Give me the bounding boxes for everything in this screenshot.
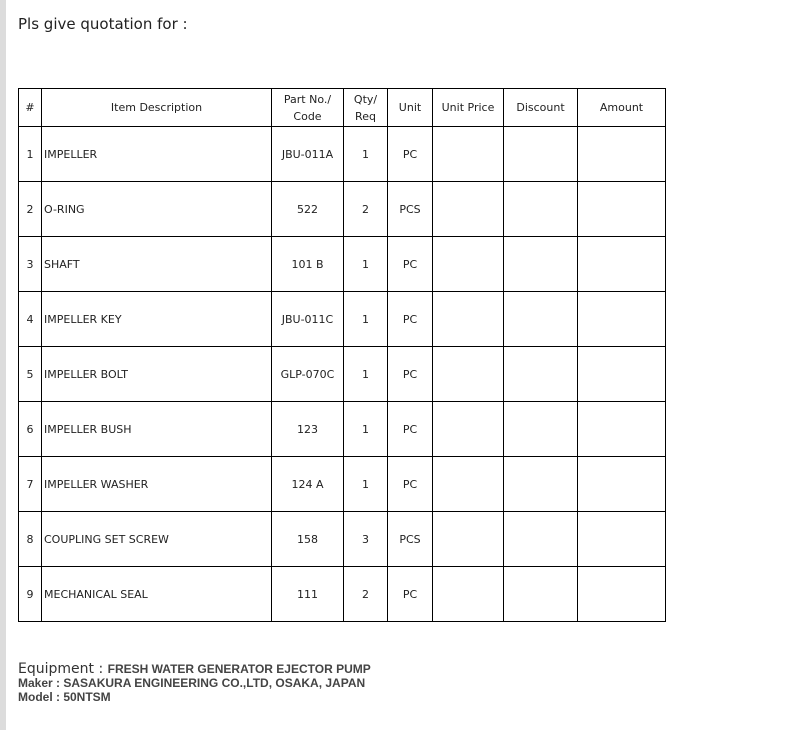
row-amount [578,347,666,402]
row-description: MECHANICAL SEAL [42,567,272,622]
row-part-no: 522 [272,182,344,237]
row-unit-price [433,402,504,457]
header-part-line1: Part No./ [283,92,332,106]
row-part-no: 101 B [272,237,344,292]
row-description: IMPELLER WASHER [42,457,272,512]
row-num: 1 [19,127,42,182]
maker-label: Maker : [18,676,64,690]
row-qty: 1 [344,347,388,402]
table-row [19,457,666,512]
row-part-no: 158 [272,512,344,567]
row-unit: PC [388,347,433,402]
row-unit-price [433,512,504,567]
row-qty: 2 [344,567,388,622]
row-amount [578,127,666,182]
row-amount [578,182,666,237]
row-description: IMPELLER [42,127,272,182]
row-unit-price [433,457,504,512]
row-num: 3 [19,237,42,292]
quotation-table [18,88,666,622]
row-part-no: JBU-011C [272,292,344,347]
row-unit: PC [388,237,433,292]
row-description: O-RING [42,182,272,237]
row-description: IMPELLER KEY [42,292,272,347]
equipment-line [18,662,371,676]
row-amount [578,457,666,512]
row-num: 9 [19,567,42,622]
header-num: # [19,89,42,127]
row-qty: 1 [344,457,388,512]
row-discount [504,292,578,347]
row-unit: PC [388,402,433,457]
table-row [19,237,666,292]
row-unit-price [433,182,504,237]
left-border [0,0,6,730]
row-num: 7 [19,457,42,512]
table-row [19,292,666,347]
page-heading: Pls give quotation for : [18,15,188,33]
header-item-description: Item Description [42,89,272,127]
row-part-no: 123 [272,402,344,457]
row-amount [578,237,666,292]
table-row [19,567,666,622]
row-qty: 1 [344,402,388,457]
row-num: 6 [19,402,42,457]
row-discount [504,182,578,237]
header-amount: Amount [578,89,666,127]
model-value: 50NTSM [63,690,111,704]
model-label: Model : [18,690,64,704]
row-amount [578,512,666,567]
header-qty [344,89,388,127]
row-unit: PC [388,567,433,622]
row-num: 8 [19,512,42,567]
maker-line [18,676,371,690]
table-row [19,347,666,402]
row-part-no: GLP-070C [272,347,344,402]
row-qty: 1 [344,292,388,347]
row-description: COUPLING SET SCREW [42,512,272,567]
header-part-no [272,89,344,127]
row-qty: 2 [344,182,388,237]
row-discount [504,567,578,622]
row-discount [504,347,578,402]
header-qty-line1: Qty/ [353,92,378,106]
table-row [19,402,666,457]
row-unit-price [433,567,504,622]
row-unit-price [433,347,504,402]
row-qty: 3 [344,512,388,567]
row-num: 2 [19,182,42,237]
row-discount [504,402,578,457]
row-part-no: 124 A [272,457,344,512]
row-num: 5 [19,347,42,402]
header-qty-line2: Req [355,109,376,123]
row-qty: 1 [344,237,388,292]
row-part-no: 111 [272,567,344,622]
equipment-value: FRESH WATER GENERATOR EJECTOR PUMP [107,662,371,676]
row-amount [578,292,666,347]
row-discount [504,127,578,182]
row-discount [504,237,578,292]
row-unit: PC [388,457,433,512]
row-part-no: JBU-011A [272,127,344,182]
row-amount [578,402,666,457]
row-description: IMPELLER BOLT [42,347,272,402]
row-description: SHAFT [42,237,272,292]
header-unit-price: Unit Price [433,89,504,127]
row-description: IMPELLER BUSH [42,402,272,457]
row-num: 4 [19,292,42,347]
row-unit: PC [388,292,433,347]
equipment-label: Equipment : [18,661,108,677]
maker-value: SASAKURA ENGINEERING CO.,LTD, OSAKA, JAPAN [63,676,366,690]
row-unit: PC [388,127,433,182]
row-unit-price [433,237,504,292]
table-row [19,127,666,182]
row-qty: 1 [344,127,388,182]
table-row [19,512,666,567]
table-header-row [19,89,666,127]
model-line [18,690,371,704]
equipment-info [18,662,371,704]
header-discount: Discount [504,89,578,127]
row-discount [504,457,578,512]
header-part-line2: Code [293,109,322,123]
row-unit: PCS [388,512,433,567]
row-unit-price [433,292,504,347]
row-amount [578,567,666,622]
row-discount [504,512,578,567]
header-unit: Unit [388,89,433,127]
row-unit-price [433,127,504,182]
row-unit: PCS [388,182,433,237]
table-row [19,182,666,237]
